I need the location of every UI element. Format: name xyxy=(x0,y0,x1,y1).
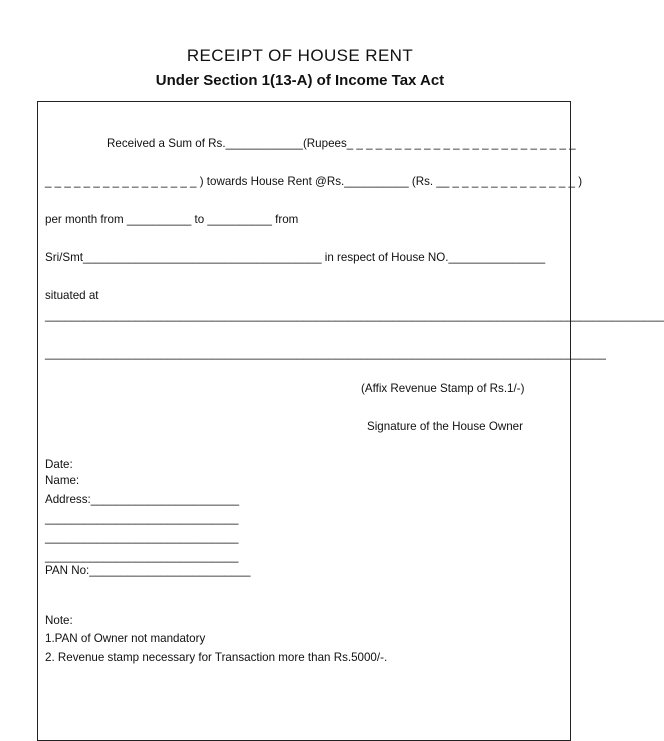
sri-smt-line: Sri/Smt_____________________________________ in respect of House NO._______________ xyxy=(45,251,546,264)
note-1: 1.PAN of Owner not mandatory xyxy=(45,632,206,645)
page-title: RECEIPT OF HOUSE RENT xyxy=(186,46,414,65)
note-heading: Note: xyxy=(45,614,73,627)
address-blank-4: ______________________________ xyxy=(45,531,239,544)
address-blank-3: ______________________________ xyxy=(45,512,239,525)
address-blank-5: ______________________________ xyxy=(45,550,239,563)
revenue-stamp-note: (Affix Revenue Stamp of Rs.1/-) xyxy=(361,382,525,395)
pan-label: PAN No:_________________________ xyxy=(45,564,251,577)
received-sum-line: Received a Sum of Rs.____________(Rupees_ _ _ _ _ _ _ _ _ _ _ _ _ _ _ _ _ _ _ _ _ _ _ _ xyxy=(107,137,576,150)
per-month-line: per month from __________ to __________ from xyxy=(45,213,299,226)
owner-signature-label: Signature of the House Owner xyxy=(367,420,523,433)
page-subtitle: Under Section 1(13-A) of Income Tax Act xyxy=(155,72,445,89)
towards-rent-line: _ _ _ _ _ _ _ _ _ _ _ _ _ _ _ _ ) towards House Rent @Rs.__________ (Rs. __ _ _ _ _ _ _ _ _ _ _ _ _ _ ) xyxy=(45,175,583,188)
address-blank-line-2: _______________________________________________________________________________________ xyxy=(45,347,606,360)
address-blank-line-1: ________________________________________________________________________________________________ xyxy=(45,309,664,322)
address-label: Address:_______________________ xyxy=(45,493,240,506)
note-2: 2. Revenue stamp necessary for Transaction more than Rs.5000/-. xyxy=(45,651,388,664)
date-label: Date: xyxy=(45,458,73,471)
situated-at-label: situated at xyxy=(45,289,99,302)
name-label: Name: xyxy=(45,474,80,487)
